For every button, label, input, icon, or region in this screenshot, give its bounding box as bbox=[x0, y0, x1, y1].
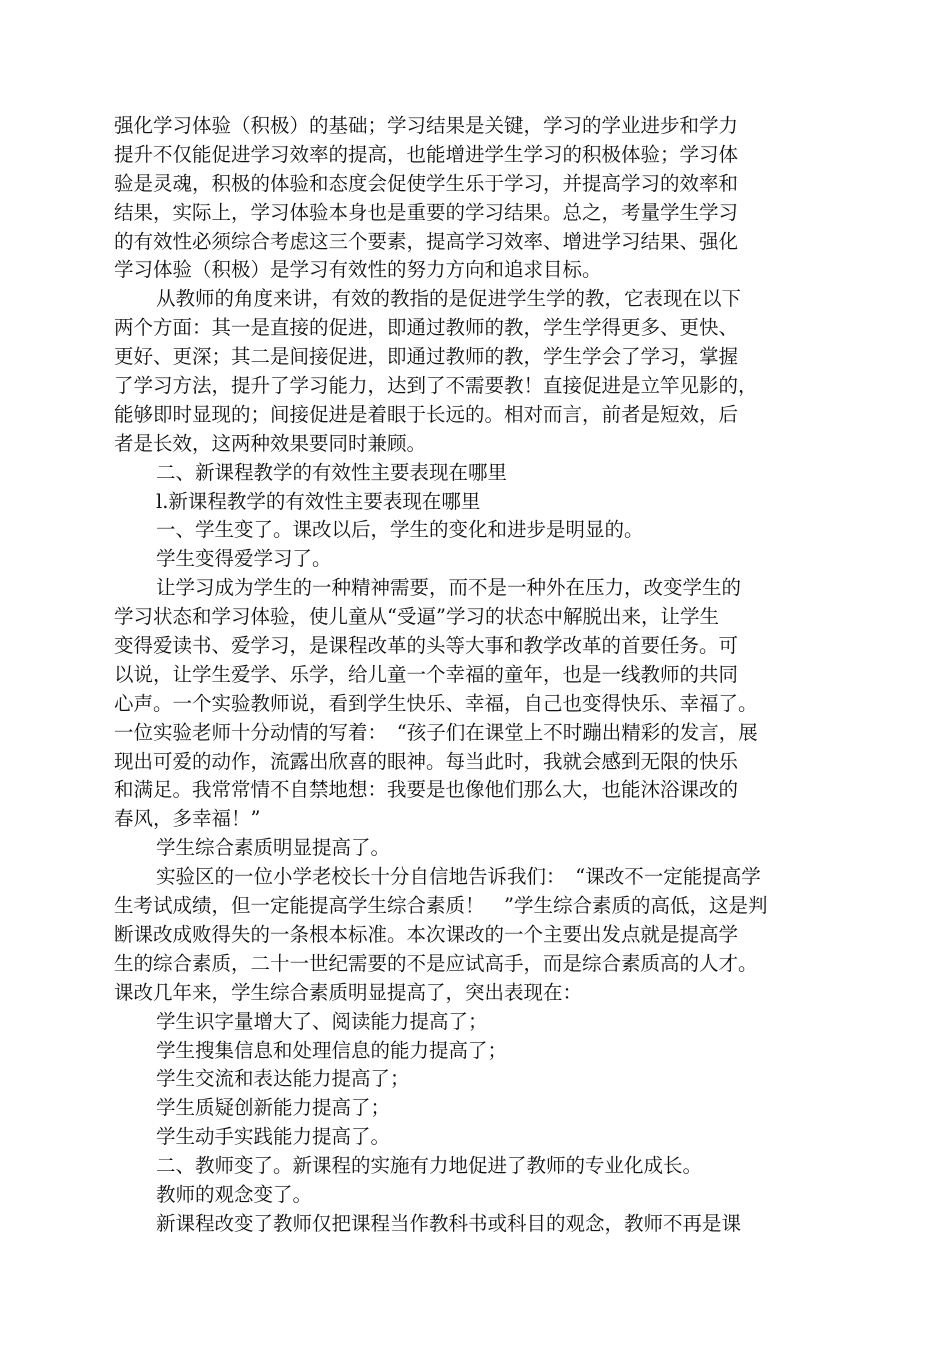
text-line: 学生变得爱学习了。 bbox=[156, 547, 332, 571]
text-line: 春风，多幸福！” bbox=[114, 807, 261, 831]
text-line: 提升不仅能促进学习效率的提高，也能增进学生学习的积极体验；学习体 bbox=[114, 142, 739, 166]
text-line: 学生动手实践能力提高了。 bbox=[156, 1125, 391, 1149]
text-line: 断课改成败得失的一条根本标准。本次课改的一个主要出发点就是提高学 bbox=[114, 922, 739, 946]
text-line: 一、学生变了。课改以后，学生的变化和进步是明显的。 bbox=[156, 518, 644, 542]
text-line: 以说，让学生爱学、乐学，给儿童一个幸福的童年，也是一线教师的共同 bbox=[114, 662, 739, 686]
text-line: 和满足。我常常情不自禁地想：我要是也像他们那么大，也能沐浴课改的 bbox=[114, 778, 739, 802]
text-line: 生考试成绩，但一定能提高学生综合素质！ ”学生综合素质的高低，这是判 bbox=[114, 894, 768, 918]
text-line: 者是长效，这两种效果要同时兼顾。 bbox=[114, 431, 427, 455]
text-line: 实验区的一位小学老校长十分自信地告诉我们： “课改不一定能提高学 bbox=[156, 865, 761, 889]
text-line: 学生综合素质明显提高了。 bbox=[156, 836, 391, 860]
text-line: 课改几年来，学生综合素质明显提高了，突出表现在： bbox=[114, 980, 583, 1004]
text-line: 心声。一个实验教师说，看到学生快乐、幸福，自己也变得快乐、幸福了。 bbox=[114, 691, 758, 715]
text-line: 学生搜集信息和处理信息的能力提高了； bbox=[156, 1038, 508, 1062]
text-line: 了学习方法，提升了学习能力，达到了不需要教！直接促进是立竿见影的， bbox=[114, 374, 758, 398]
text-line: 学习状态和学习体验，使儿童从“受逼”学习的状态中解脱出来，让学生 bbox=[114, 605, 719, 629]
text-line: 从教师的角度来讲，有效的教指的是促进学生学的教，它表现在以下 bbox=[156, 287, 742, 311]
text-line: 强化学习体验（积极）的基础；学习结果是关键，学习的学业进步和学力 bbox=[114, 114, 739, 137]
text-line: 生的综合素质，二十一世纪需要的不是应试高手，而是综合素质高的人才。 bbox=[114, 951, 758, 975]
text-line: 结果，实际上，学习体验本身也是重要的学习结果。总之，考量学生学习 bbox=[114, 200, 739, 224]
text-line: 教师的观念变了。 bbox=[156, 1182, 313, 1206]
text-line: 能够即时显现的；间接促进是着眼于长远的。相对而言，前者是短效，后 bbox=[114, 402, 739, 426]
text-line: l.新课程教学的有效性主要表现在哪里 bbox=[156, 489, 481, 513]
text-line: 学生识字量增大了、阅读能力提高了； bbox=[156, 1009, 488, 1033]
text-line: 一位实验老师十分动情的写着： “孩子们在课堂上不时蹦出精彩的发言，展 bbox=[114, 720, 758, 744]
text-line: 更好、更深；其二是间接促进，即通过教师的教，学生学会了学习，掌握 bbox=[114, 345, 739, 369]
text-line: 变得爱读书、爱学习，是课程改革的头等大事和教学改革的首要任务。可 bbox=[114, 634, 739, 658]
document-body bbox=[114, 112, 834, 1239]
text-line: 现出可爱的动作，流露出欣喜的眼神。每当此时，我就会感到无限的快乐 bbox=[114, 749, 739, 773]
text-line: 学生质疑创新能力提高了； bbox=[156, 1096, 391, 1120]
text-line: 学习体验（积极）是学习有效性的努力方向和追求目标。 bbox=[114, 258, 602, 282]
text-line: 二、教师变了。新课程的实施有力地促进了教师的专业化成长。 bbox=[156, 1154, 703, 1178]
text-line: 两个方面：其一是直接的促进，即通过教师的教，学生学得更多、更快、 bbox=[114, 316, 739, 340]
text-line: 二、新课程教学的有效性主要表现在哪里 bbox=[156, 460, 508, 484]
text-line: 验是灵魂，积极的体验和态度会促使学生乐于学习，并提高学习的效率和 bbox=[114, 171, 739, 195]
text-line: 的有效性必须综合考虑这三个要素，提高学习效率、增进学习结果、强化 bbox=[114, 229, 739, 253]
text-line: 让学习成为学生的一种精神需要，而不是一种外在压力，改变学生的 bbox=[156, 576, 742, 600]
text-line: 学生交流和表达能力提高了； bbox=[156, 1067, 410, 1091]
text-line: 新课程改变了教师仅把课程当作教科书或科目的观念，教师不再是课 bbox=[156, 1211, 742, 1235]
